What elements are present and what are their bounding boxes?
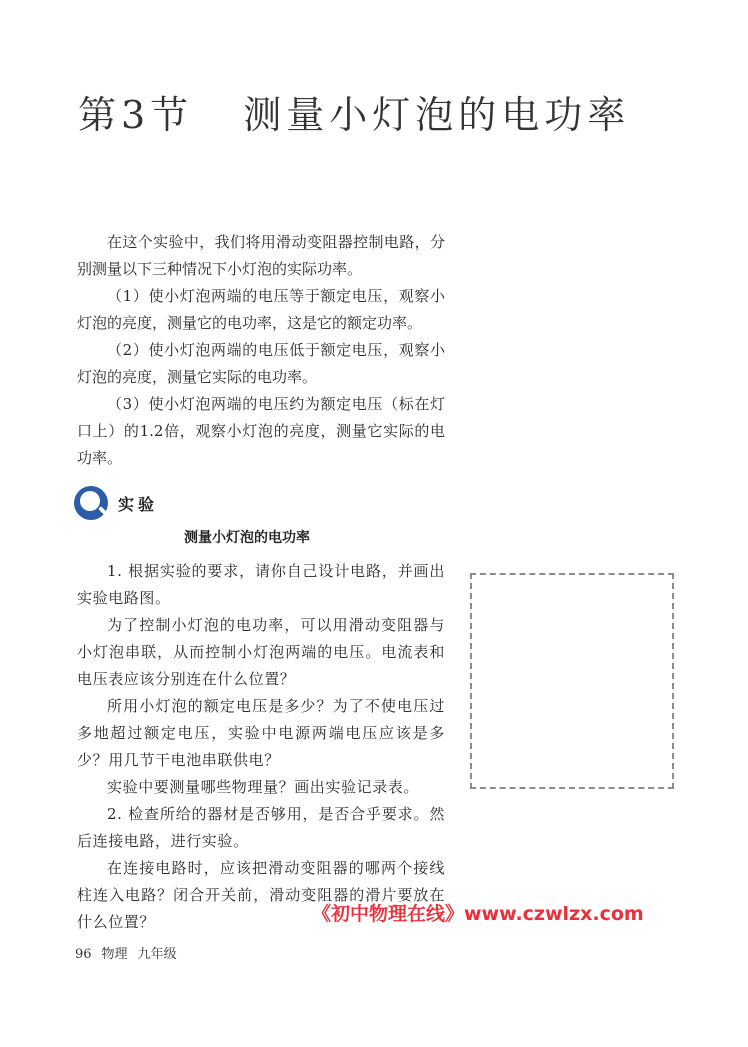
intro-text — [77, 229, 445, 472]
magnifier-icon — [74, 486, 108, 520]
experiment-text — [77, 558, 445, 936]
experiment-label: 实验 — [118, 494, 159, 514]
experiment-paragraph: 在连接电路时，应该把滑动变阻器的哪两个接线柱连入电路？闭合开关前，滑动变阻器的滑片要放在什么位置？ — [77, 859, 445, 931]
page-footer — [75, 943, 187, 962]
intro-paragraph: （1）使小灯泡两端的电压等于额定电压，观察小灯泡的亮度，测量它的电功率，这是它的额定功率。 — [77, 287, 445, 332]
experiment-paragraph: 1. 根据实验的要求，请你自己设计电路，并画出实验电路图。 — [77, 562, 445, 607]
footer-grade: 九年级 — [137, 947, 177, 962]
intro-paragraph: （3）使小灯泡两端的电压约为额定电压（标在灯口上）的1.2倍，观察小灯泡的亮度，测量它实际的电功率。 — [77, 395, 445, 467]
experiment-header — [74, 484, 158, 522]
section-title — [78, 84, 630, 139]
intro-paragraph: 在这个实验中，我们将用滑动变阻器控制电路，分别测量以下三种情况下小灯泡的实际功率。 — [77, 233, 445, 278]
section-heading: 测量小灯泡的电功率 — [243, 93, 631, 137]
footer-subject: 物理 — [101, 947, 128, 962]
experiment-paragraph: 为了控制小灯泡的电功率，可以用滑动变阻器与小灯泡串联，从而控制小灯泡两端的电压。电流表和电压表应该分别连在什么位置？ — [77, 616, 445, 688]
page-number: 96 — [75, 947, 92, 962]
intro-paragraph: （2）使小灯泡两端的电压低于额定电压，观察小灯泡的亮度，测量它实际的电功率。 — [77, 341, 445, 386]
watermark: 《初中物理在线》www.czwlzx.com — [312, 903, 644, 925]
experiment-title: 测量小灯泡的电功率 — [184, 530, 310, 546]
experiment-paragraph: 所用小灯泡的额定电压是多少？为了不使电压过多地超过额定电压，实验中电源两端电压应该是多少？用几节干电池串联供电？ — [77, 697, 445, 769]
section-number: 第3节 — [78, 93, 194, 137]
experiment-paragraph: 实验中要测量哪些物理量？画出实验记录表。 — [107, 778, 420, 796]
circuit-drawing-box — [470, 573, 674, 789]
experiment-paragraph: 2. 检查所给的器材是否够用，是否合乎要求。然后连接电路，进行实验。 — [77, 805, 445, 850]
